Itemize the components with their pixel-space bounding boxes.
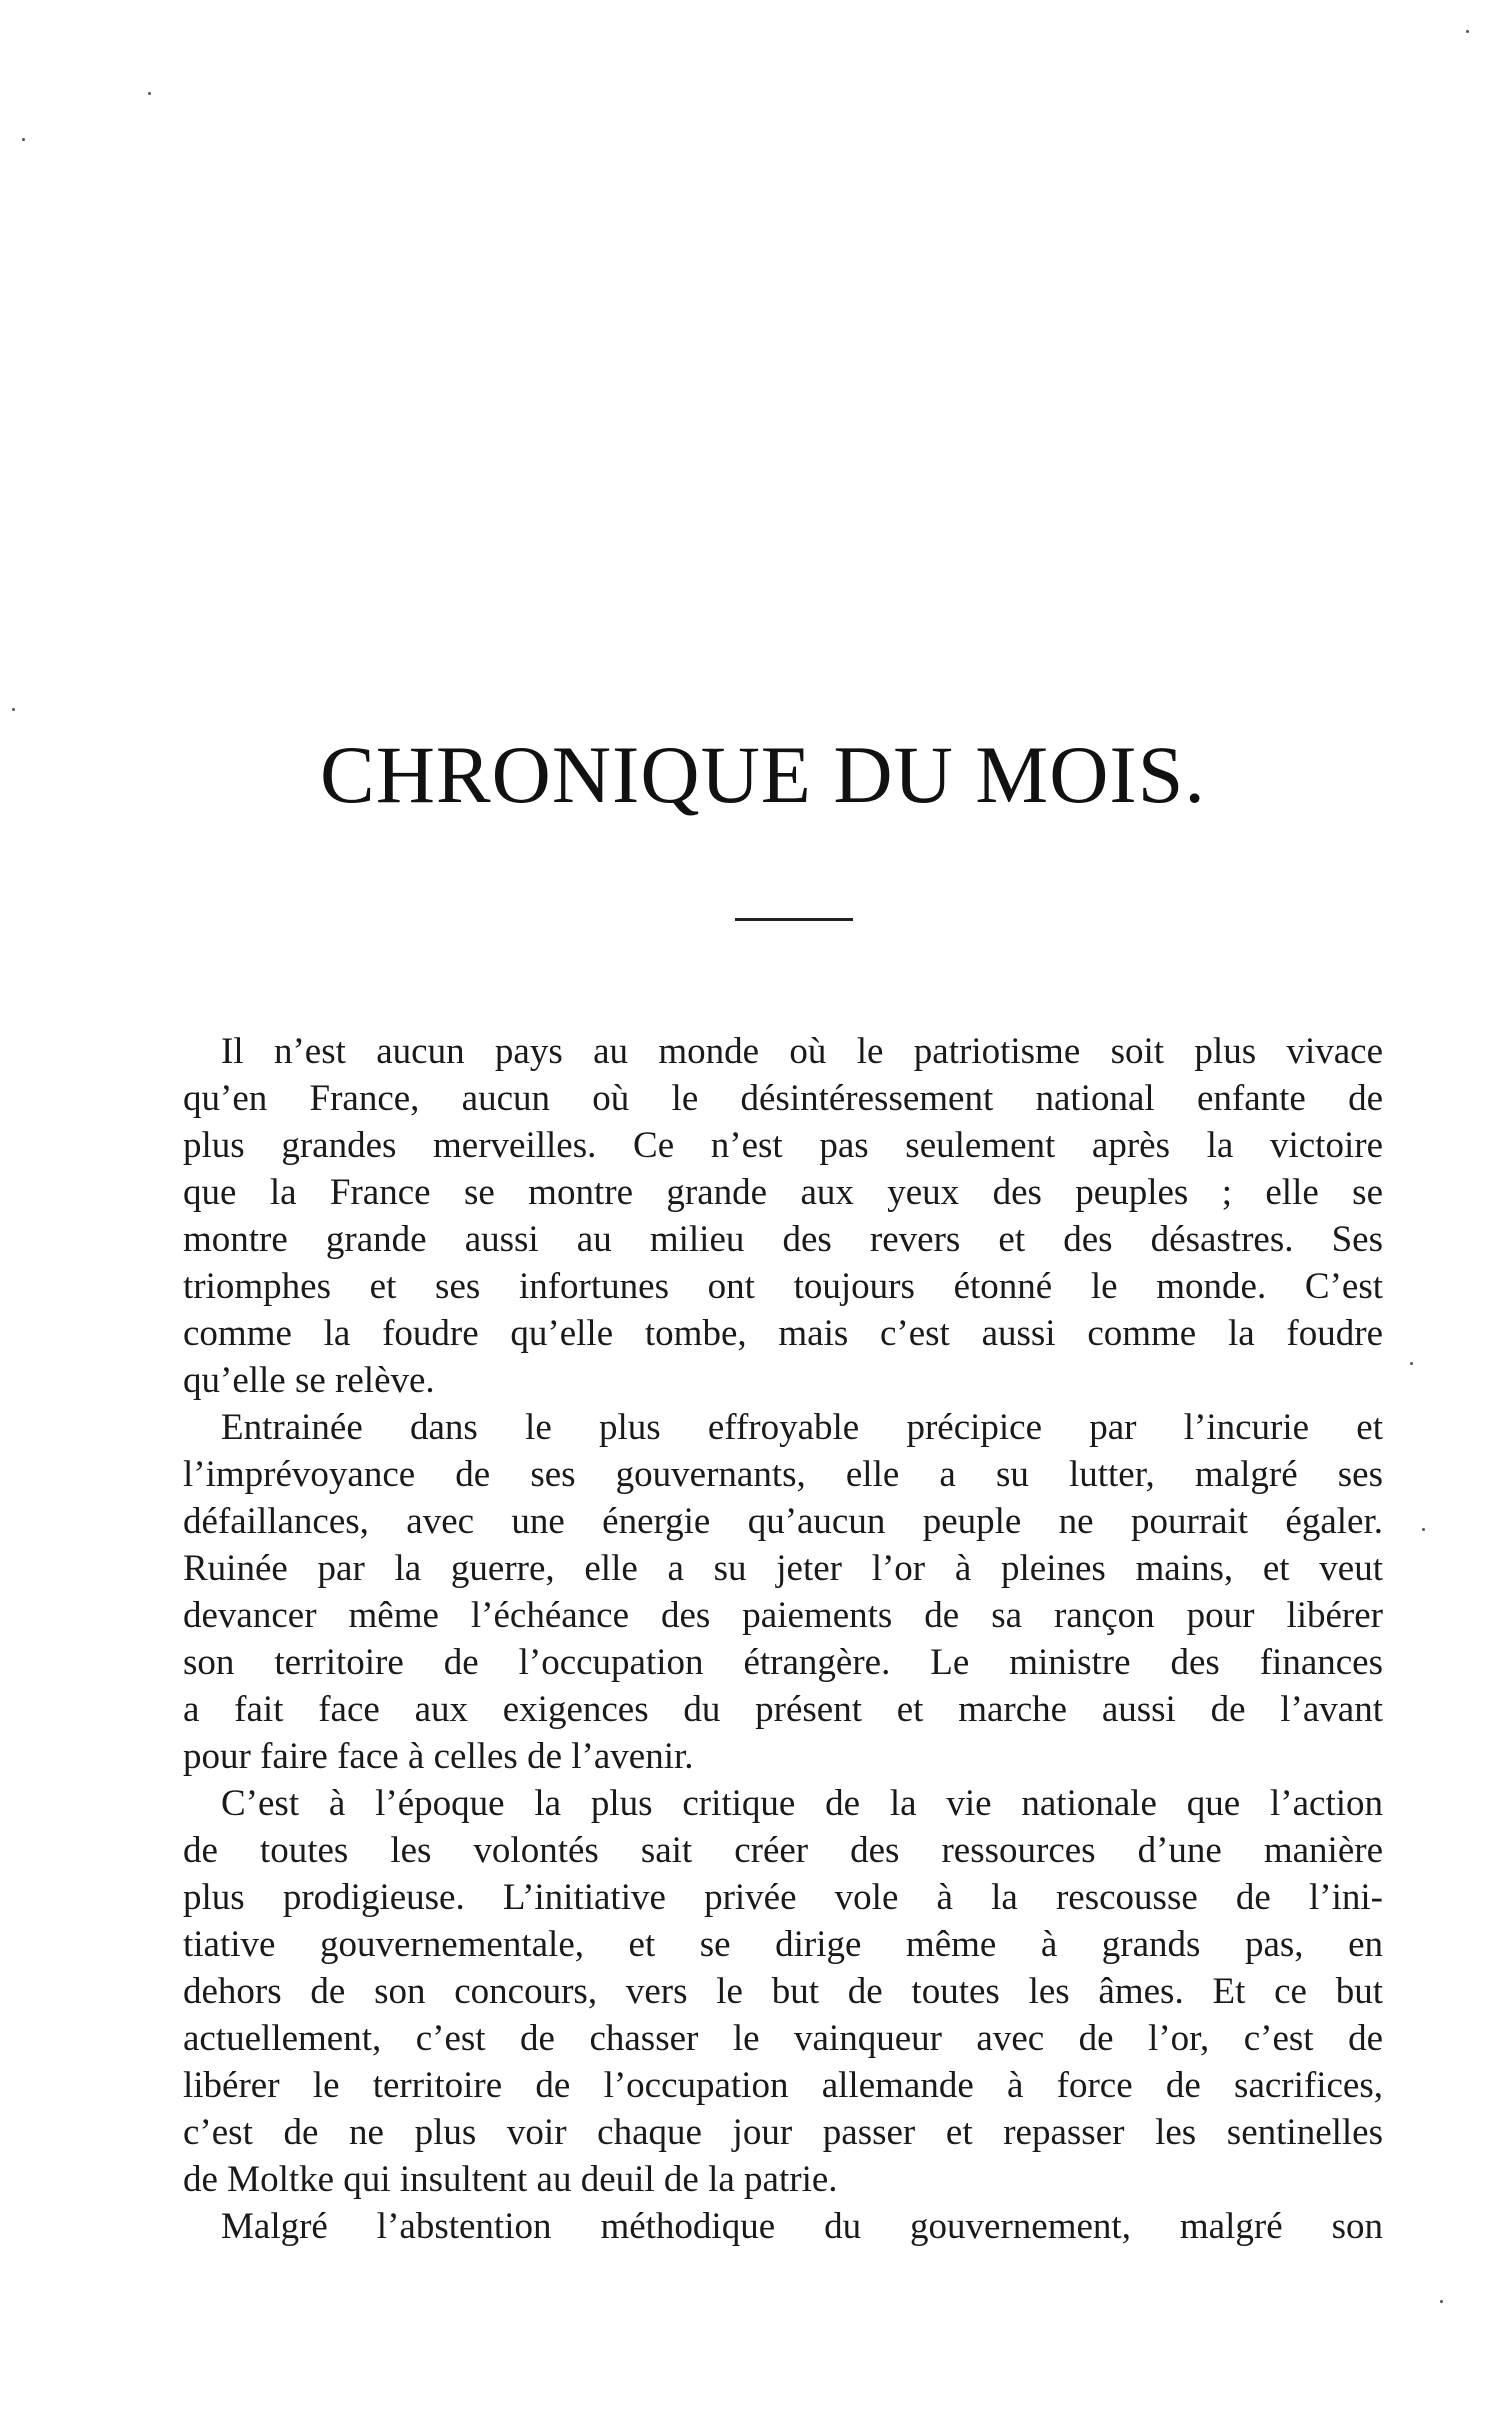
scan-speck [148,92,151,95]
text-line: tiative gouvernementale, et se dirige même à grands pas, en [183,1924,1383,1965]
text-line: l’imprévoyance de ses gouvernants, elle a su lutter, malgré ses [183,1454,1383,1495]
body-text [183,1028,1383,2250]
scan-speck [1440,2300,1443,2303]
text-line: de Moltke qui insultent au deuil de la patrie. [183,2159,838,2200]
text-line: que la France se montre grande aux yeux des peuples ; elle se [183,1172,1383,1213]
text-line: triomphes et ses infortunes ont toujours étonné le monde. C’est [183,1266,1383,1307]
text-line: son territoire de l’occupation étrangère. Le ministre des finances [183,1642,1383,1683]
text-line: plus grandes merveilles. Ce n’est pas seulement après la victoire [183,1125,1383,1166]
text-line: qu’en France, aucun où le désintéressement national enfante de [183,1078,1383,1119]
text-line: libérer le territoire de l’occupation allemande à force de sacrifices, [183,2065,1383,2106]
scan-speck [1410,1362,1413,1365]
text-line: a fait face aux exigences du présent et marche aussi de l’avant [183,1689,1383,1730]
text-line: c’est de ne plus voir chaque jour passer et repasser les sentinelles [183,2112,1383,2153]
text-line: de toutes les volontés sait créer des ressources d’une manière [183,1830,1383,1871]
text-line: défaillances, avec une énergie qu’aucun peuple ne pourrait égaler. [183,1501,1383,1542]
scan-speck [1422,1528,1425,1531]
chapter-title: CHRONIQUE DU MOIS. [320,729,1206,820]
text-line: dehors de son concours, vers le but de toutes les âmes. Et ce but [183,1971,1383,2012]
title-divider-rule [735,918,853,921]
text-line: comme la foudre qu’elle tombe, mais c’est aussi comme la foudre [183,1313,1383,1354]
text-line: Ruinée par la guerre, elle a su jeter l’or à pleines mains, et veut [183,1548,1383,1589]
text-line: Entrainée dans le plus effroyable précipice par l’incurie et [221,1407,1383,1448]
scan-speck [22,138,25,141]
text-line: C’est à l’époque la plus critique de la vie nationale que l’action [221,1783,1383,1824]
text-line: Il n’est aucun pays au monde où le patriotisme soit plus vivace [221,1031,1383,1072]
text-line: plus prodigieuse. L’initiative privée vole à la rescousse de l’ini- [183,1877,1383,1918]
text-line: Malgré l’abstention méthodique du gouvernement, malgré son [221,2206,1383,2247]
text-line: devancer même l’échéance des paiements de sa rançon pour libérer [183,1595,1383,1636]
scan-speck [1466,30,1469,33]
text-line: qu’elle se relève. [183,1360,435,1401]
text-line: pour faire face à celles de l’avenir. [183,1736,694,1777]
text-line: actuellement, c’est de chasser le vainqueur avec de l’or, c’est de [183,2018,1383,2059]
scan-speck [12,708,15,711]
text-line: montre grande aussi au milieu des revers et des désastres. Ses [183,1219,1383,1260]
